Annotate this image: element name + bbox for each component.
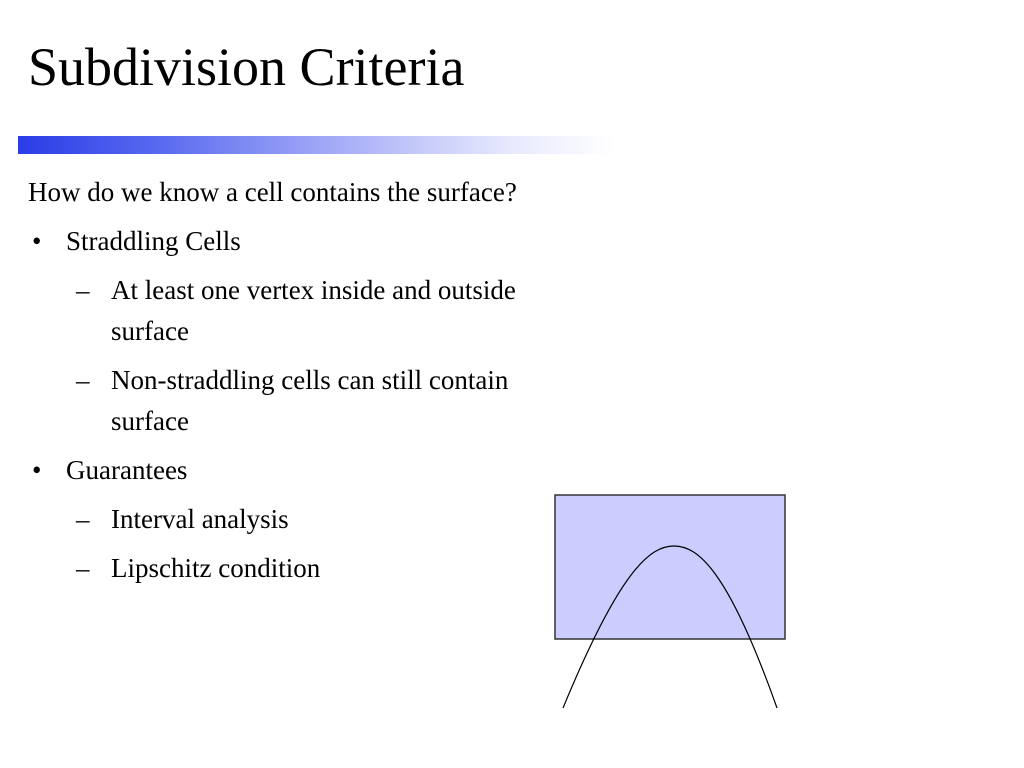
straddling-cell-figure [550,490,790,715]
sub-bullet-marker: – [76,504,90,534]
bullet-marker: • [32,226,42,256]
sub-bullet-vertex-inside-outside [28,270,558,352]
bullet-straddling-cells [28,221,558,262]
intro-question: How do we know a cell contains the surface? [28,177,517,207]
sub-bullet-non-straddling [28,360,558,442]
sub-bullet-marker: – [76,553,90,583]
title-gradient-rule [18,136,614,154]
bullet-text: Straddling Cells [66,226,241,256]
sub-bullet-text: At least one vertex inside and outside surface [111,275,516,346]
cell-rectangle [555,495,785,639]
slide-body [28,172,558,597]
sub-bullet-text: Lipschitz condition [111,553,321,583]
sub-bullet-text: Non-straddling cells can still contain surface [111,365,509,436]
sub-bullet-lipschitz [28,548,558,589]
bullet-marker: • [32,455,42,485]
sub-bullet-text: Interval analysis [111,504,289,534]
sub-bullet-marker: – [76,275,90,305]
sub-bullet-marker: – [76,365,90,395]
bullet-guarantees [28,450,558,491]
sub-bullet-interval-analysis [28,499,558,540]
bullet-text: Guarantees [66,455,188,485]
slide-title: Subdivision Criteria [28,37,465,97]
